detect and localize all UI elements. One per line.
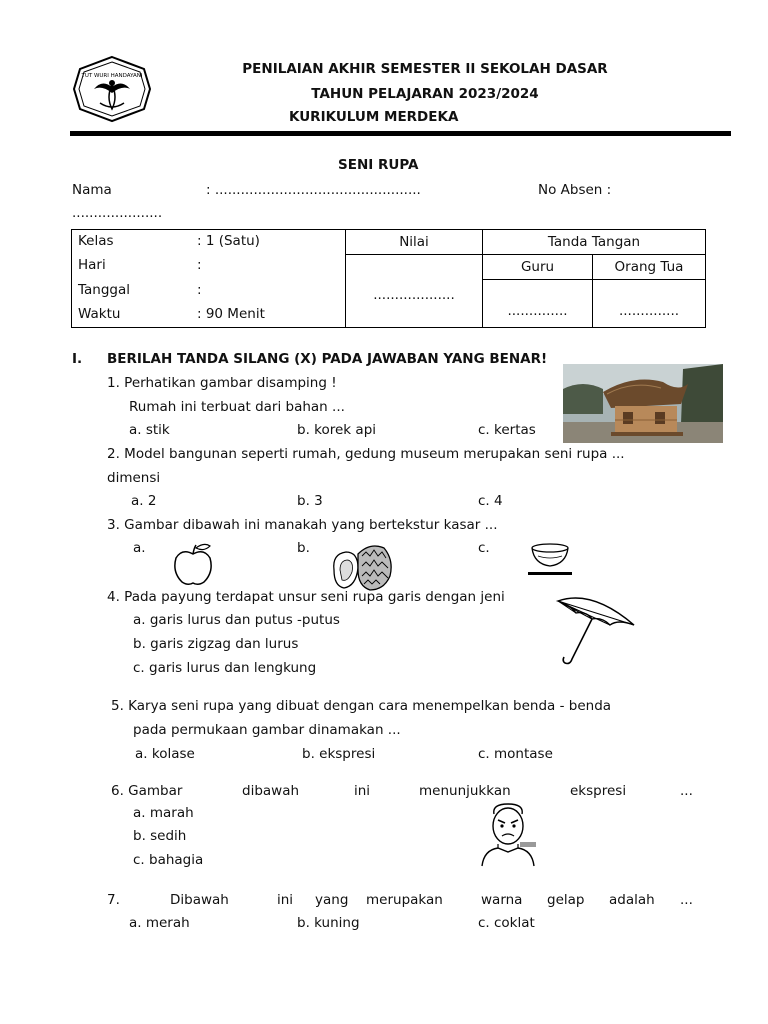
q4-stem: 4. Pada payung terdapat unsur seni rupa garis dengan jeni [107,589,505,605]
angry-boy-image [480,802,536,868]
q1-option-a[interactable]: a. stik [129,422,170,438]
kelas-value: : 1 (Satu) [197,233,260,249]
q1-stem-line2: Rumah ini terbuat dari bahan ... [129,399,345,415]
q1-option-c[interactable]: c. kertas [478,422,536,438]
umbrella-image [548,591,642,673]
header-title-line1: PENILAIAN AKHIR SEMESTER II SEKOLAH DASAR [242,61,608,77]
header-divider [70,131,731,136]
q7-option-b[interactable]: b. kuning [297,915,360,931]
q2-option-c[interactable]: c. 4 [478,493,503,509]
q6-option-c[interactable]: c. bahagia [133,852,204,868]
subject-title: SENI RUPA [338,157,419,173]
q7-option-a[interactable]: a. merah [129,915,190,931]
header-title-line2: TAHUN PELAJARAN 2023/2024 [311,86,539,102]
bowl-image [526,542,574,578]
q6-stem-word3: ini [354,783,371,799]
q3-stem: 3. Gambar dibawah ini manakah yang bertekstur kasar ... [107,517,498,533]
stick-house-image [563,364,723,443]
svg-text:TUT WURI HANDAYANI: TUT WURI HANDAYANI [81,73,143,79]
nilai-field[interactable]: ................... [346,255,483,328]
q3-option-b[interactable]: b. [297,540,310,556]
durian-image [330,540,394,592]
q7-stem-word3: ini [277,892,294,908]
q7-stem-word6: warna [481,892,523,908]
header-title-line3: KURIKULUM MERDEKA [289,109,459,125]
section-title: BERILAH TANDA SILANG (X) PADA JAWABAN YANG BENAR! [107,351,548,367]
nilai-header: Nilai [346,230,483,255]
orang-tua-header: Orang Tua [593,255,706,280]
q2-stem-line2: dimensi [107,470,161,486]
q1-option-b[interactable]: b. korek api [297,422,377,438]
q6-stem-word1: 6. Gambar [111,783,183,799]
apple-image [172,542,214,586]
q1-stem: 1. Perhatikan gambar disamping ! [107,375,337,391]
q7-stem-word1: 7. [107,892,120,908]
student-info-cell [72,230,346,328]
no-absen-label: No Absen : [538,182,612,198]
waktu-label: Waktu [78,306,121,322]
q5-option-b[interactable]: b. ekspresi [302,746,376,762]
q6-stem-word2: dibawah [242,783,300,799]
q6-stem-word6: ... [680,783,693,799]
nama-field[interactable]: : ................................................ [206,182,421,198]
hari-value[interactable]: : [197,257,202,273]
q4-option-a[interactable]: a. garis lurus dan putus -putus [133,612,340,628]
q3-option-c[interactable]: c. [478,540,490,556]
q2-option-b[interactable]: b. 3 [297,493,323,509]
q6-stem-word5: ekspresi [570,783,627,799]
q2-option-a[interactable]: a. 2 [131,493,157,509]
hari-label: Hari [78,257,106,273]
orang-tua-signature-field[interactable]: .............. [593,280,706,328]
q4-option-c[interactable]: c. garis lurus dan lengkung [133,660,317,676]
q7-stem-word4: yang [315,892,349,908]
nama-label: Nama [72,182,112,198]
q5-option-a[interactable]: a. kolase [135,746,195,762]
waktu-value: : 90 Menit [197,306,265,322]
q2-stem: 2. Model bangunan seperti rumah, gedung museum merupakan seni rupa ... [107,446,625,462]
q7-option-c[interactable]: c. coklat [478,915,535,931]
info-table [71,229,706,328]
guru-header: Guru [483,255,593,280]
q7-stem-word8: adalah [609,892,655,908]
tanggal-label: Tanggal [78,282,131,298]
section-number: I. [72,351,83,367]
q6-option-b[interactable]: b. sedih [133,828,187,844]
q7-stem-word7: gelap [547,892,585,908]
guru-signature-field[interactable]: .............. [483,280,593,328]
q7-stem-word2: Dibawah [170,892,229,908]
q5-stem-line2: pada permukaan gambar dinamakan ... [133,722,401,738]
q3-option-a[interactable]: a. [133,540,146,556]
q6-stem-word4: menunjukkan [419,783,511,799]
no-absen-field[interactable]: ..................... [72,205,163,221]
q5-option-c[interactable]: c. montase [478,746,553,762]
kelas-label: Kelas [78,233,114,249]
q5-stem: 5. Karya seni rupa yang dibuat dengan cara menempelkan benda - benda [111,698,612,714]
q7-stem-word9: ... [680,892,693,908]
tanggal-value[interactable]: : [197,282,202,298]
q6-option-a[interactable]: a. marah [133,805,194,821]
q7-stem-word5: merupakan [366,892,443,908]
tanda-tangan-header: Tanda Tangan [483,230,706,255]
q4-option-b[interactable]: b. garis zigzag dan lurus [133,636,299,652]
